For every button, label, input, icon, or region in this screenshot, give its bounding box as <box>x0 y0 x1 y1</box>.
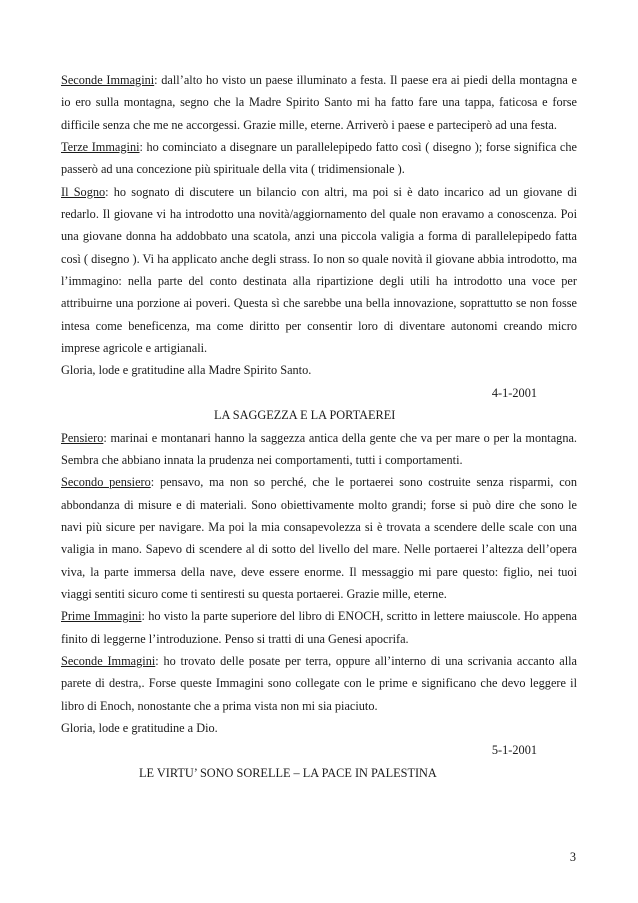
paragraph <box>61 605 577 650</box>
paragraph-text: : ho cominciato a disegnare un parallelepipedo fatto così ( disegno ); forse significa che passerò ad una concezione più spirituale della vita ( tridimensionale ). <box>61 140 577 177</box>
paragraph-text: : ho trovato delle posate per terra, oppure all’interno di una scrivania accanto alla parete di destra,. Forse queste Immagini sono collegate con le prime e significano che devo leggere il libro di Enoch, nonostante che a prima vista non mi sia piaciuto. <box>61 653 578 713</box>
paragraph <box>61 650 577 717</box>
paragraph-text: : marinai e montanari hanno la saggezza antica della gente che va per mare o per la montagna. Sembra che abbiano innata la prudenza nei comportamenti, tutti i comportamenti. <box>61 430 577 467</box>
section-title: LE VIRTU’ SONO SORELLE – LA PACE IN PALESTINA <box>139 765 437 780</box>
paragraph-label: Secondo pensiero <box>61 475 151 490</box>
paragraph-label: Terze Immagini <box>61 140 140 155</box>
paragraph <box>61 69 577 136</box>
entry-date: 5-1-2001 <box>491 743 537 758</box>
paragraph <box>61 181 577 360</box>
page-number: 3 <box>569 850 576 864</box>
paragraph <box>61 717 577 739</box>
entry-date: 4-1-2001 <box>491 385 537 400</box>
paragraph-label: Prime Immagini <box>61 609 142 624</box>
paragraph-text: : ho sognato di discutere un bilancio con altri, ma poi si è dato incarico ad un giovane di redarlo. Il giovane vi ha introdotto una novità/aggiornamento del quale non eravamo a conoscenza. Poi una giovane donna ha addobbato una scatola, anzi una piccola valigia a forma di parallelepipedo fatta così ( disegno ). Vi ha applicato anche degli strass. Io non so quale novità il giovane abbia introdotto, ma l’immagino: nella parte del conto destinata alla ripartizione degli utili ha introdotto una voce per attribuirne una porzione ai poveri. Questa sì che sarebbe una bella innovazione, soprattutto se non fosse intesa come beneficenza, ma come diritto per consentir loro di diventare autonomi creando micro imprese agricole e artigianali. <box>61 184 577 356</box>
paragraph-label: Seconde Immagini <box>61 73 155 87</box>
paragraph <box>61 359 577 381</box>
paragraph-label: Seconde Immagini <box>61 653 156 668</box>
paragraph-label: Il Sogno <box>61 184 106 199</box>
section-title: LA SAGGEZZA E LA PORTAEREI <box>214 408 396 423</box>
paragraph-text: Gloria, lode e gratitudine alla Madre Spirito Santo. <box>61 363 312 378</box>
paragraph <box>61 427 577 472</box>
paragraph-text: : pensavo, ma non so perché, che le portaerei sono costruite senza risparmi, con abbondanza di misure e di materiali. Sono obiettivamente molto grandi; forse si può dire che sono le navi più sicure per navigare. Ma poi la mia consapevolezza si è trovata a scendere delle scale con una valigia in mano. Sapevo di scendere al di sotto del livello del mare. Nelle portaerei l’altezza dell’opera viva, la parte immersa della nave, deve essere enorme. Il messaggio mi pare questo: figlio, nei tuoi viaggi sentiti sicuro come ti sentiresti su questa portaerei. Grazie mille, eterne. <box>61 475 577 601</box>
paragraph-text: : ho visto la parte superiore del libro di ENOCH, scritto in lettere maiuscole. Ho appena finito di leggerne l’introduzione. Penso si tratti di una Genesi apocrifa. <box>61 609 577 646</box>
body-text <box>61 69 577 784</box>
paragraph-label: Pensiero <box>61 430 104 445</box>
paragraph <box>61 136 577 181</box>
paragraph-text: : dall’alto ho visto un paese illuminato a festa. Il paese era ai piedi della montagna e io ero sulla montagna, segno che la Madre Spirito Santo mi ha fatto fare una tappa, faticosa e forse difficile senza che me ne accorgessi. Grazie mille, eterne. Arriverò i paese e parteciperò ad una festa. <box>61 73 577 132</box>
paragraph-text: Gloria, lode e gratitudine a Dio. <box>61 720 218 735</box>
paragraph <box>61 471 577 605</box>
